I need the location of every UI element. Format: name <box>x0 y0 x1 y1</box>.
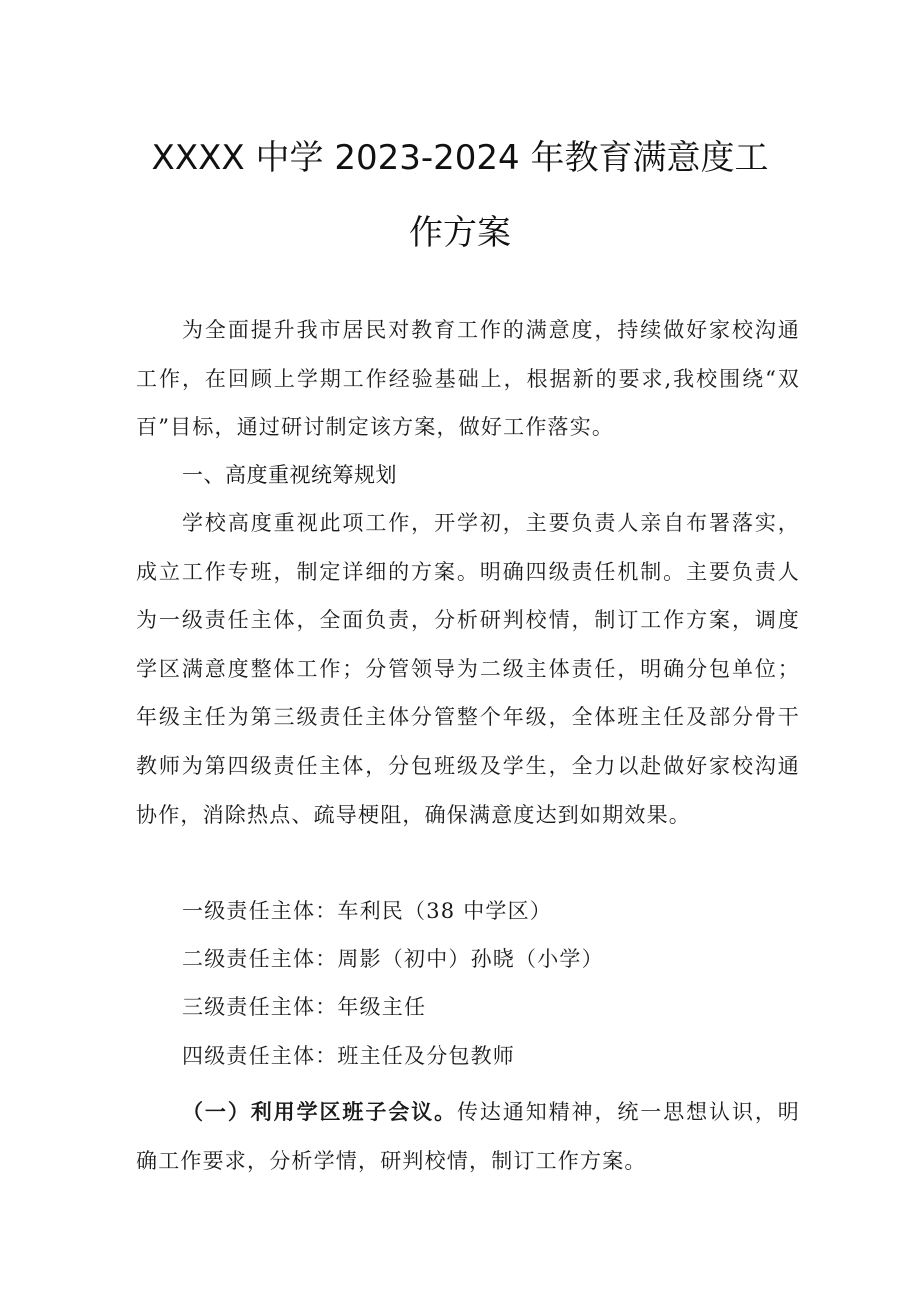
responsibility-level-3: 三级责任主体：年级主任 <box>182 995 427 1019</box>
responsibility-level-2: 二级责任主体：周影（初中）孙晓（小学） <box>182 947 604 971</box>
item1-lead: （一）利用学区班子会议。 <box>182 1100 457 1124</box>
document-title-line1: XXXX 中学 2023-2024 年教育满意度工 <box>151 138 769 178</box>
section1-heading: 一、高度重视统筹规划 <box>182 463 397 487</box>
document-title-line2: 作方案 <box>409 213 511 253</box>
section1-paragraph: 学校高度重视此项工作，开学初，主要负责人亲自布署落实，成立工作专班，制定详细的方案。明确四级责任机制。主要负责人为一级责任主体，全面负责，分析研判校情，制订工作方案，调度学区满意度整体工作；分管领导为二级主体责任，明确分包单位；年级主任为第三级责任主体分管整个年级，全体班主任及部分骨干教师为第四级责任主体，分包班级及学生，全力以赴做好家校沟通协作，消除热点、疏导梗阻，确保满意度达到如期效果。 <box>136 511 800 827</box>
responsibility-level-1: 一级责任主体：车利民（38 中学区） <box>182 899 552 923</box>
item1-text: 传达通知精神，统一思想认识，明确工作要求，分析学情，研判校情，制订工作方案。 <box>136 1100 800 1173</box>
responsibility-level-4: 四级责任主体：班主任及分包教师 <box>182 1044 515 1068</box>
item1-paragraph <box>136 1088 800 1185</box>
intro-paragraph: 为全面提升我市居民对教育工作的满意度，持续做好家校沟通工作，在回顾上学期工作经验基础上，根据新的要求,我校围绕“双百”目标，通过研讨制定该方案，做好工作落实。 <box>136 318 800 440</box>
